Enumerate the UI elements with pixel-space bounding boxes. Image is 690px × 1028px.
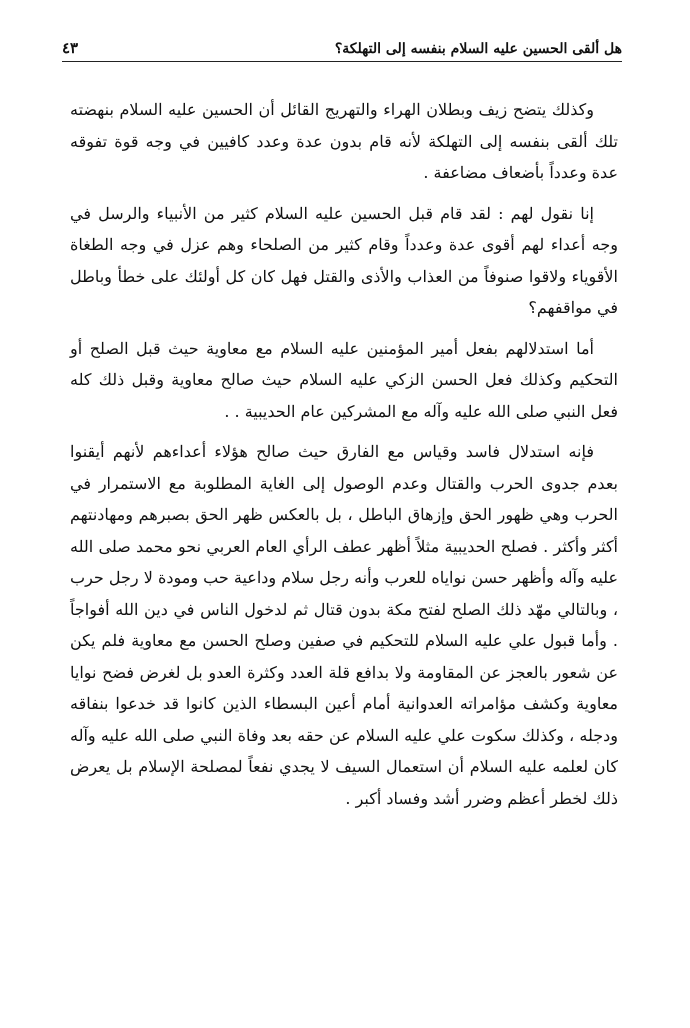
body-text <box>70 94 618 823</box>
running-header <box>62 30 622 62</box>
paragraph: وكذلك يتضح زيف وبطلان الهراء والتهريج القائل أن الحسين عليه السلام بنهضته تلك ألقى بنفسه إلى التهلكة لأنه قام بدون عدة وعدد كافيين في وجه قوة تفوقه عدة وعدداً بأضعاف مضاعفة . <box>70 100 618 182</box>
paragraph: إنا نقول لهم : لقد قام قبل الحسين عليه السلام كثير من الأنبياء والرسل في وجه أعداء لهم أقوى عدة وعدداً وقام كثير من الصلحاء وهم عزل في وجه الطغاة الأقوياء ولاقوا صنوفاً من العذاب والأذى والقتل فهل كان كل أولئك على خطأ وباطل في مواقفهم؟ <box>70 203 619 317</box>
page-number: ٤٣ <box>62 39 79 57</box>
paragraph: فإنه استدلال فاسد وقياس مع الفارق حيث صالح هؤلاء أعداءهم لأنهم أيقنوا بعدم جدوى الحرب والقتال وعدم الوصول إلى الغاية المطلوبة مع الاستمرار في الحرب وهي ظهور الحق وإزهاق الباطل ، بل بالعكس ظهر الحق بصبرهم ومهادنتهم أكثر وأكثر . فصلح الحديبية مثلاً أظهر عطف الرأي العام العربي نحو محمد صلى الله عليه وآله وأظهر حسن نواياه للعرب وأنه رجل سلام وداعية حب ومودة لا رجل حرب ، وبالتالي مهّد ذلك الصلح لفتح مكة بدون قتال ثم لدخول الناس في دين الله أفواجاً . وأما قبول علي عليه السلام للتحكيم في صفين وصلح الحسن مع معاوية فلم يكن عن شعور بالعجز عن المقاومة ولا بدافع قلة العدد وكثرة العدو بل لغرض فضح نوايا معاوية وكشف مؤامراته العدوانية أمام أعين البسطاء الذين كانوا قد خدعوا بنفاقه ودجله ، وكذلك سكوت علي عليه السلام عن حقه بعد وفاة النبي صلى الله عليه وآله كان لعلمه عليه السلام أن استعمال السيف لا يجدي نفعاً لمصلحة الإسلام بل يعرض ذلك لخطر أعظم وضرر أشد وفساد أكبر . <box>70 442 619 808</box>
header-title: هل ألقى الحسين عليه السلام بنفسه إلى التهلكة؟ <box>334 41 622 57</box>
paragraph: أما استدلالهم بفعل أمير المؤمنين عليه السلام مع معاوية حيث قبل الصلح أو التحكيم وكذلك فعل الحسن الزكي عليه السلام حيث صالح معاوية وقبل ذلك كله فعل النبي صلى الله عليه وآله مع المشركين عام الحديبية . . <box>70 338 618 421</box>
